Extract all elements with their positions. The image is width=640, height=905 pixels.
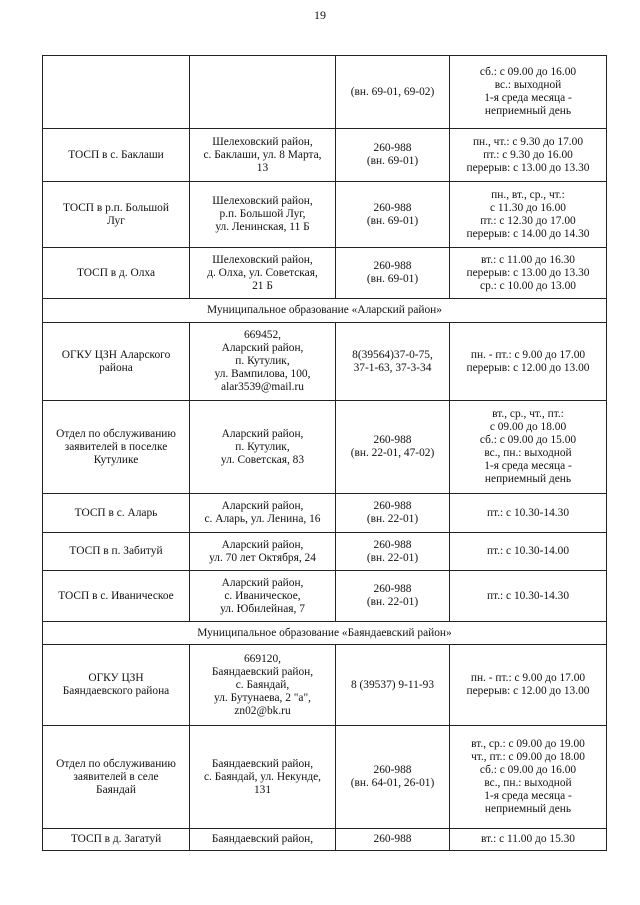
hours-cell: пн., вт., ср., чт.: с 11.30 до 16.00 пт.: с 12.30 до 17.00 перерыв: с 14.00 до 14.30: [450, 182, 607, 248]
phone-cell: 260-988 (вн. 22-01): [336, 533, 450, 571]
address-cell: [190, 56, 336, 129]
phone-cell: 260-988 (вн. 69-01): [336, 248, 450, 299]
hours-cell: вт., ср.: с 09.00 до 19.00 чт., пт.: с 09.00 до 18.00 сб.: с 09.00 до 16.00 вс., пн.: выходной 1-я среда месяца - неприемный день: [450, 726, 607, 829]
office-name-cell: ТОСП в п. Забитуй: [43, 533, 190, 571]
office-name-cell: Отдел по обслуживанию заявителей в поселке Кутулике: [43, 401, 190, 494]
phone-cell: 260-988 (вн. 22-01): [336, 494, 450, 533]
table-row: [43, 533, 607, 571]
address-cell: Аларский район, с. Аларь, ул. Ленина, 16: [190, 494, 336, 533]
hours-cell: пт.: с 10.30-14.00: [450, 533, 607, 571]
address-cell: Баяндаевский район, с. Баяндай, ул. Некунде, 131: [190, 726, 336, 829]
hours-cell: пн. - пт.: с 9.00 до 17.00 перерыв: с 12.00 до 13.00: [450, 323, 607, 401]
address-cell: Шелеховский район, р.п. Большой Луг, ул. Ленинская, 11 Б: [190, 182, 336, 248]
office-name-cell: ТОСП в с. Баклаши: [43, 129, 190, 182]
phone-cell: 260-988 (вн. 69-01): [336, 129, 450, 182]
page-number: 19: [314, 8, 326, 22]
phone-cell: 260-988 (вн. 22-01, 47-02): [336, 401, 450, 494]
hours-cell: вт.: с 11.00 до 15.30: [450, 829, 607, 851]
table-row: [43, 401, 607, 494]
address-cell: 669120, Баяндаевский район, с. Баяндай, ул. Бутунаева, 2 "а", zn02@bk.ru: [190, 645, 336, 726]
hours-cell: пн., чт.: с 9.30 до 17.00 пт.: с 9.30 до 16.00 перерыв: с 13.00 до 13.30: [450, 129, 607, 182]
phone-cell: (вн. 69-01, 69-02): [336, 56, 450, 129]
phone-cell: 8 (39537) 9-11-93: [336, 645, 450, 726]
hours-cell: вт., ср., чт., пт.: с 09.00 до 18.00 сб.: с 09.00 до 15.00 вс., пн.: выходной 1-я среда месяца - неприемный день: [450, 401, 607, 494]
address-cell: Аларский район, ул. 70 лет Октября, 24: [190, 533, 336, 571]
phone-cell: 260-988 (вн. 64-01, 26-01): [336, 726, 450, 829]
office-name-cell: ОГКУ ЦЗН Аларского района: [43, 323, 190, 401]
section-header-row: [43, 622, 607, 645]
office-name-cell: ТОСП в д. Загатуй: [43, 829, 190, 851]
phone-cell: 260-988 (вн. 22-01): [336, 571, 450, 622]
address-cell: 669452, Аларский район, п. Кутулик, ул. Вампилова, 100, alar3539@mail.ru: [190, 323, 336, 401]
office-name-cell: ТОСП в с. Иваническое: [43, 571, 190, 622]
address-cell: Баяндаевский район,: [190, 829, 336, 851]
office-name-cell: ТОСП в д. Олха: [43, 248, 190, 299]
office-name-cell: ОГКУ ЦЗН Баяндаевского района: [43, 645, 190, 726]
offices-table: [42, 55, 607, 851]
section-header-row: [43, 299, 607, 323]
section-title: Муниципальное образование «Баяндаевский район»: [43, 622, 607, 645]
offices-table-body: [43, 56, 607, 851]
table-row: [43, 645, 607, 726]
office-name-cell: [43, 56, 190, 129]
hours-cell: пт.: с 10.30-14.30: [450, 494, 607, 533]
address-cell: Шелеховский район, с. Баклаши, ул. 8 Марта, 13: [190, 129, 336, 182]
table-row: [43, 571, 607, 622]
office-name-cell: ТОСП в р.п. Большой Луг: [43, 182, 190, 248]
hours-cell: вт.: с 11.00 до 16.30 перерыв: с 13.00 до 13.30 ср.: с 10.00 до 13.00: [450, 248, 607, 299]
hours-cell: пн. - пт.: с 9.00 до 17.00 перерыв: с 12.00 до 13.00: [450, 645, 607, 726]
office-name-cell: ТОСП в с. Аларь: [43, 494, 190, 533]
hours-cell: пт.: с 10.30-14.30: [450, 571, 607, 622]
table-row: [43, 726, 607, 829]
section-title: Муниципальное образование «Аларский район»: [43, 299, 607, 323]
address-cell: Шелеховский район, д. Олха, ул. Советская, 21 Б: [190, 248, 336, 299]
phone-cell: 8(39564)37-0-75, 37-1-63, 37-3-34: [336, 323, 450, 401]
table-row: [43, 323, 607, 401]
table-row: [43, 248, 607, 299]
office-name-cell: Отдел по обслуживанию заявителей в селе Баяндай: [43, 726, 190, 829]
address-cell: Аларский район, п. Кутулик, ул. Советская, 83: [190, 401, 336, 494]
table-row: [43, 494, 607, 533]
table-row: [43, 129, 607, 182]
hours-cell: сб.: с 09.00 до 16.00 вс.: выходной 1-я среда месяца - неприемный день: [450, 56, 607, 129]
phone-cell: 260-988 (вн. 69-01): [336, 182, 450, 248]
table-row: [43, 56, 607, 129]
phone-cell: 260-988: [336, 829, 450, 851]
table-row: [43, 829, 607, 851]
address-cell: Аларский район, с. Иваническое, ул. Юбилейная, 7: [190, 571, 336, 622]
table-row: [43, 182, 607, 248]
